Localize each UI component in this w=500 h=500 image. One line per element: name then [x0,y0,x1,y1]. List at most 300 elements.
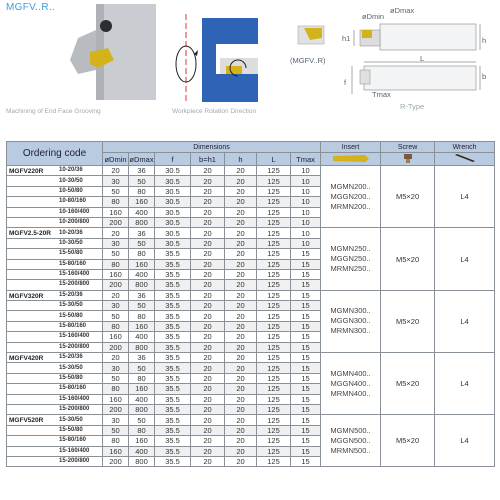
value-cell: 10 [291,238,321,248]
value-cell: 20 [191,425,225,435]
ordering-code-cell [7,415,103,425]
value-cell: 20 [191,238,225,248]
rtype-label: R-Type [400,102,425,111]
value-cell: 20 [225,186,257,196]
tool-photo [68,4,156,104]
value-cell: 10 [291,217,321,227]
code-suffix: 15-80/160 [59,385,87,392]
value-cell: 35.5 [155,404,191,414]
code-suffix: 15-30/50 [59,364,83,371]
value-cell: 20 [225,384,257,394]
ordering-code-cell [7,384,103,394]
dim-h1: h1 [342,34,351,43]
ordering-code-cell [7,311,103,321]
ordering-code-cell [7,301,103,311]
code-suffix: 10-160/400 [59,208,90,215]
value-cell: 20 [225,415,257,425]
value-cell: 800 [129,280,155,290]
header-screw: Screw [381,142,435,153]
value-cell: 15 [291,425,321,435]
series-name: MGFV420R [9,355,44,363]
value-cell: 30.5 [155,197,191,207]
sample-label: (MGFV..R) [290,56,326,65]
insert-code: MRMN500.. [330,445,371,455]
code-suffix: 15-200/800 [59,406,90,413]
ordering-code-cell [7,321,103,331]
value-cell: 15 [291,311,321,321]
value-cell: 80 [129,373,155,383]
wrench-cell: L4 [435,228,495,290]
value-cell: 160 [103,207,129,217]
value-cell: 30.5 [155,238,191,248]
series-name: MGFV220R [9,168,44,175]
col-dmax: øDmax [129,154,154,164]
value-cell: 35.5 [155,342,191,352]
value-cell: 125 [257,186,291,196]
ordering-code-cell [7,207,103,217]
ordering-code-cell [7,259,103,269]
value-cell: 35.5 [155,269,191,279]
ordering-code-cell [7,166,103,176]
value-cell: 20 [191,373,225,383]
series-name: MGFV2.5-20R [9,230,51,238]
value-cell: 15 [291,456,321,466]
value-cell: 125 [257,384,291,394]
value-cell: 20 [225,290,257,300]
value-cell: 20 [191,363,225,373]
insert-cell [321,290,381,352]
value-cell: 125 [257,269,291,279]
dim-l: L [420,54,425,63]
value-cell: 125 [257,166,291,176]
table-row [7,415,495,425]
value-cell: 35.5 [155,363,191,373]
value-cell: 125 [257,207,291,217]
value-cell: 50 [129,176,155,186]
value-cell: 20 [103,353,129,363]
value-cell: 20 [191,456,225,466]
value-cell: 20 [191,197,225,207]
insert-cell [321,415,381,467]
value-cell: 15 [291,301,321,311]
value-cell: 400 [129,446,155,456]
code-suffix: 10-20/36 [59,167,83,174]
code-suffix: 10-20/36 [59,229,83,236]
value-cell: 35.5 [155,301,191,311]
code-suffix: 15-80/160 [59,260,87,267]
value-cell: 125 [257,353,291,363]
value-cell: 80 [103,259,129,269]
value-cell: 125 [257,290,291,300]
value-cell: 160 [129,259,155,269]
value-cell: 20 [225,311,257,321]
screw-cell: M5×20 [381,353,435,415]
header-ordering-code: Ordering code [7,142,103,166]
value-cell: 20 [191,228,225,238]
insert-code: MRMN300.. [330,326,371,336]
value-cell: 125 [257,394,291,404]
value-cell: 20 [191,404,225,414]
value-cell: 80 [103,384,129,394]
value-cell: 20 [191,166,225,176]
dim-h: h [482,36,487,45]
value-cell: 125 [257,217,291,227]
value-cell: 15 [291,249,321,259]
value-cell: 125 [257,197,291,207]
code-suffix: 15-50/80 [59,250,83,257]
value-cell: 30.5 [155,207,191,217]
value-cell: 125 [257,332,291,342]
ordering-code-cell [7,269,103,279]
ordering-code-cell [7,353,103,363]
value-cell: 20 [191,176,225,186]
insert-cell [321,353,381,415]
table-row [7,290,495,300]
value-cell: 20 [225,176,257,186]
insert-code: MRMN400.. [330,388,371,398]
value-cell: 10 [291,197,321,207]
code-suffix: 15-160/400 [59,271,90,278]
insert-image [321,153,381,166]
screw-cell: M5×20 [381,415,435,467]
value-cell: 200 [103,404,129,414]
insert-code: MGMN400.. [330,368,371,378]
value-cell: 30.5 [155,217,191,227]
value-cell: 15 [291,269,321,279]
code-suffix: 15-50/80 [59,426,83,433]
value-cell: 35.5 [155,415,191,425]
screw-cell: M5×20 [381,228,435,290]
ordering-code-cell [7,404,103,414]
value-cell: 20 [191,353,225,363]
value-cell: 20 [225,404,257,414]
value-cell: 50 [129,238,155,248]
code-suffix: 15-20/36 [59,354,83,361]
value-cell: 160 [103,269,129,279]
value-cell: 20 [225,373,257,383]
code-suffix: 15-160/400 [59,333,90,340]
value-cell: 20 [225,456,257,466]
value-cell: 125 [257,280,291,290]
value-cell: 35.5 [155,446,191,456]
value-cell: 15 [291,415,321,425]
value-cell: 35.5 [155,290,191,300]
value-cell: 36 [129,228,155,238]
value-cell: 35.5 [155,280,191,290]
value-cell: 20 [225,394,257,404]
value-cell: 20 [191,321,225,331]
value-cell: 800 [129,342,155,352]
code-suffix: 15-160/400 [59,447,90,454]
value-cell: 30 [103,363,129,373]
value-cell: 35.5 [155,311,191,321]
code-suffix: 10-80/160 [59,198,87,205]
insert-cell [321,228,381,290]
ordering-code-cell [7,342,103,352]
wrench-cell: L4 [435,166,495,228]
insert-cell [321,166,381,228]
dim-dmin: øDmin [362,12,385,21]
workpiece-diagram [172,14,260,104]
value-cell: 35.5 [155,384,191,394]
col-dmin: øDmin [104,154,127,164]
value-cell: 30.5 [155,176,191,186]
caption-end-face: Machining of End Face Grooving [6,108,101,115]
value-cell: 30.5 [155,186,191,196]
dim-dmax: øDmax [390,6,415,15]
value-cell: 125 [257,363,291,373]
value-cell: 10 [291,166,321,176]
value-cell: 20 [225,353,257,363]
value-cell: 20 [225,238,257,248]
value-cell: 36 [129,290,155,300]
col-bh1: b=h1 [191,153,225,166]
ordering-code-cell [7,373,103,383]
value-cell: 50 [103,425,129,435]
insert-code: MGGN400.. [330,378,371,388]
ordering-code-cell [7,176,103,186]
value-cell: 160 [129,197,155,207]
value-cell: 20 [225,228,257,238]
value-cell: 35.5 [155,321,191,331]
value-cell: 400 [129,394,155,404]
value-cell: 20 [191,269,225,279]
value-cell: 35.5 [155,425,191,435]
value-cell: 50 [129,301,155,311]
code-suffix: 15-200/800 [59,343,90,350]
ordering-code-cell [7,363,103,373]
value-cell: 15 [291,259,321,269]
value-cell: 160 [129,384,155,394]
code-suffix: 10-50/80 [59,187,83,194]
value-cell: 400 [129,207,155,217]
value-cell: 30 [103,415,129,425]
value-cell: 50 [129,363,155,373]
value-cell: 15 [291,290,321,300]
col-h: h [225,153,257,166]
insert-code: MGGN500.. [330,435,371,445]
value-cell: 35.5 [155,436,191,446]
table-row [7,353,495,363]
value-cell: 160 [129,436,155,446]
value-cell: 80 [103,436,129,446]
value-cell: 125 [257,415,291,425]
value-cell: 160 [103,332,129,342]
value-cell: 20 [191,436,225,446]
value-cell: 125 [257,301,291,311]
wrench-cell: L4 [435,353,495,415]
value-cell: 125 [257,249,291,259]
value-cell: 20 [191,394,225,404]
value-cell: 50 [103,186,129,196]
value-cell: 20 [225,217,257,227]
value-cell: 20 [225,301,257,311]
value-cell: 30 [103,238,129,248]
ordering-code-cell [7,425,103,435]
ordering-code-cell [7,290,103,300]
code-suffix: 15-80/160 [59,437,87,444]
value-cell: 125 [257,238,291,248]
value-cell: 36 [129,166,155,176]
value-cell: 20 [191,415,225,425]
series-name: MGFV520R [9,417,44,425]
value-cell: 20 [225,259,257,269]
value-cell: 20 [225,321,257,331]
dim-b: b [482,72,487,81]
insert-code: MGMN250.. [330,244,371,254]
value-cell: 35.5 [155,373,191,383]
value-cell: 15 [291,332,321,342]
value-cell: 20 [191,332,225,342]
value-cell: 125 [257,446,291,456]
value-cell: 50 [129,415,155,425]
dim-f: f [344,78,347,87]
value-cell: 30.5 [155,228,191,238]
value-cell: 20 [191,249,225,259]
ordering-code-cell [7,446,103,456]
ordering-code-cell [7,394,103,404]
value-cell: 15 [291,321,321,331]
value-cell: 35.5 [155,353,191,363]
insert-icon [331,153,371,163]
value-cell: 80 [129,425,155,435]
value-cell: 160 [129,321,155,331]
ordering-code-cell [7,228,103,238]
table-row [7,166,495,176]
ordering-code-cell [7,217,103,227]
insert-code: MGMN200.. [330,181,371,191]
value-cell: 20 [225,363,257,373]
ordering-code-cell [7,186,103,196]
value-cell: 160 [103,394,129,404]
value-cell: 20 [225,436,257,446]
value-cell: 80 [129,249,155,259]
col-tmax: Tmax [291,153,321,166]
value-cell: 35.5 [155,249,191,259]
header-wrench: Wrench [435,142,495,153]
value-cell: 125 [257,373,291,383]
value-cell: 50 [103,311,129,321]
value-cell: 15 [291,446,321,456]
value-cell: 20 [103,166,129,176]
code-suffix: 10-200/800 [59,219,90,226]
insert-code: MGMN300.. [330,306,371,316]
value-cell: 20 [191,311,225,321]
value-cell: 20 [191,259,225,269]
code-suffix: 15-50/80 [59,375,83,381]
value-cell: 20 [225,332,257,342]
value-cell: 20 [225,166,257,176]
code-suffix: 15-200/800 [59,458,90,465]
value-cell: 125 [257,436,291,446]
value-cell: 125 [257,456,291,466]
value-cell: 20 [225,342,257,352]
value-cell: 80 [103,321,129,331]
value-cell: 20 [191,290,225,300]
value-cell: 20 [191,446,225,456]
spec-table-body [7,166,495,467]
code-suffix: 15-160/400 [59,395,90,402]
value-cell: 15 [291,373,321,383]
value-cell: 50 [103,249,129,259]
value-cell: 20 [225,249,257,259]
value-cell: 20 [191,280,225,290]
ordering-code-cell [7,436,103,446]
col-f: f [155,153,191,166]
value-cell: 20 [225,269,257,279]
value-cell: 10 [291,176,321,186]
value-cell: 20 [191,186,225,196]
value-cell: 125 [257,342,291,352]
value-cell: 15 [291,394,321,404]
page-title: MGFV..R.. [6,2,56,13]
value-cell: 200 [103,280,129,290]
value-cell: 15 [291,280,321,290]
value-cell: 20 [225,280,257,290]
value-cell: 10 [291,186,321,196]
value-cell: 35.5 [155,394,191,404]
code-suffix: 15-200/800 [59,281,90,288]
table-row [7,228,495,238]
dim-tmax: Tmax [372,90,391,99]
insert-code: MRMN200.. [330,201,371,211]
value-cell: 800 [129,404,155,414]
value-cell: 50 [103,373,129,383]
screw-icon [398,153,418,163]
value-cell: 160 [103,446,129,456]
ordering-code-cell [7,280,103,290]
value-cell: 10 [291,207,321,217]
value-cell: 20 [225,425,257,435]
value-cell: 80 [129,311,155,321]
value-cell: 800 [129,456,155,466]
value-cell: 35.5 [155,332,191,342]
screw-image [381,153,435,166]
series-name: MGFV320R [9,292,44,300]
value-cell: 35.5 [155,456,191,466]
value-cell: 20 [103,290,129,300]
value-cell: 15 [291,353,321,363]
value-cell: 30 [103,176,129,186]
ordering-code-cell [7,197,103,207]
value-cell: 15 [291,384,321,394]
value-cell: 20 [191,207,225,217]
value-cell: 200 [103,342,129,352]
ordering-code-cell [7,249,103,259]
value-cell: 20 [191,342,225,352]
illustration-area [0,0,500,138]
ordering-code-cell [7,332,103,342]
value-cell: 35.5 [155,259,191,269]
insert-code: MGGN250.. [330,254,371,264]
value-cell: 36 [129,353,155,363]
insert-code: MRMN250.. [330,264,371,274]
screw-cell: M5×20 [381,166,435,228]
value-cell: 20 [191,217,225,227]
code-suffix: 15-20/36 [59,291,83,298]
insert-code: MGGN300.. [330,316,371,326]
value-cell: 30 [103,301,129,311]
caption-rotation: Workpiece Rotation Direction [172,108,257,115]
wrench-image [435,153,495,166]
value-cell: 15 [291,404,321,414]
header-insert: Insert [321,142,381,153]
wrench-cell: L4 [435,290,495,352]
value-cell: 125 [257,176,291,186]
value-cell: 200 [103,217,129,227]
code-suffix: 10-30/50 [59,177,83,184]
value-cell: 20 [191,384,225,394]
